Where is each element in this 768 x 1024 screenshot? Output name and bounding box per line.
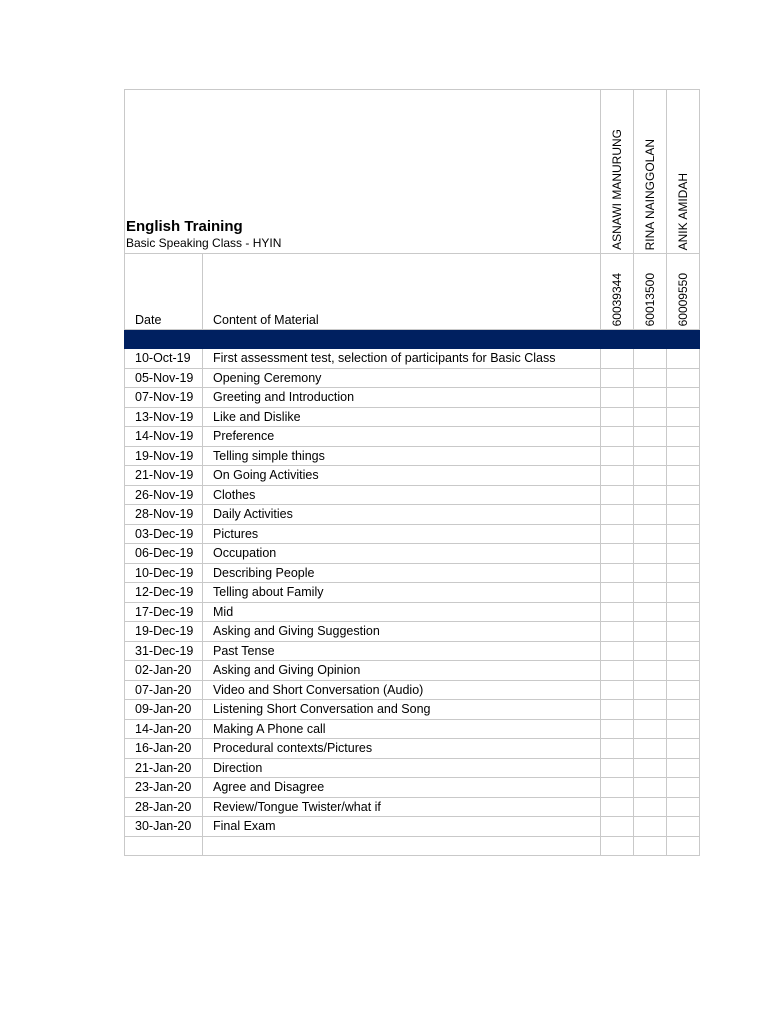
session-row — [125, 563, 700, 583]
session-content: Telling about Family — [203, 583, 601, 603]
blank-row — [125, 836, 700, 855]
attendance-cell[interactable] — [601, 700, 634, 720]
participant-name-cell — [601, 90, 634, 254]
title-row — [125, 90, 700, 254]
title-cell — [125, 90, 601, 254]
session-date: 14-Nov-19 — [125, 427, 203, 447]
session-row — [125, 797, 700, 817]
participant-name-cell — [634, 90, 667, 254]
session-content: Making A Phone call — [203, 719, 601, 739]
session-date: 03-Dec-19 — [125, 524, 203, 544]
attendance-cell[interactable] — [634, 661, 667, 681]
participant-name: ASNAWI MANURUNG — [610, 129, 624, 250]
session-date: 19-Dec-19 — [125, 622, 203, 642]
participant-name: ANIK AMIDAH — [676, 172, 690, 250]
attendance-cell[interactable] — [667, 505, 700, 525]
session-date: 05-Nov-19 — [125, 368, 203, 388]
attendance-cell[interactable] — [667, 524, 700, 544]
attendance-cell[interactable] — [667, 817, 700, 837]
date-header: Date — [125, 254, 203, 330]
attendance-sheet — [124, 89, 700, 856]
participant-id: 60013500 — [643, 272, 657, 326]
session-date: 26-Nov-19 — [125, 485, 203, 505]
attendance-cell[interactable] — [634, 427, 667, 447]
header-row — [125, 254, 700, 330]
attendance-cell[interactable] — [601, 505, 634, 525]
attendance-cell[interactable] — [667, 661, 700, 681]
attendance-cell[interactable] — [667, 563, 700, 583]
session-row — [125, 505, 700, 525]
session-content: Occupation — [203, 544, 601, 564]
session-row — [125, 700, 700, 720]
session-date: 16-Jan-20 — [125, 739, 203, 759]
session-row — [125, 583, 700, 603]
session-date: 14-Jan-20 — [125, 719, 203, 739]
attendance-cell[interactable] — [601, 661, 634, 681]
session-row — [125, 368, 700, 388]
session-date: 02-Jan-20 — [125, 661, 203, 681]
attendance-cell[interactable] — [667, 602, 700, 622]
content-header: Content of Material — [203, 254, 601, 330]
attendance-cell[interactable] — [601, 407, 634, 427]
session-row — [125, 349, 700, 369]
attendance-cell[interactable] — [634, 563, 667, 583]
session-date: 31-Dec-19 — [125, 641, 203, 661]
attendance-cell[interactable] — [601, 778, 634, 798]
session-row — [125, 446, 700, 466]
sheet-title: English Training — [126, 218, 243, 235]
session-content: Pictures — [203, 524, 601, 544]
attendance-cell[interactable] — [634, 368, 667, 388]
attendance-cell[interactable] — [634, 505, 667, 525]
session-content: Describing People — [203, 563, 601, 583]
attendance-cell[interactable] — [601, 680, 634, 700]
session-row — [125, 466, 700, 486]
attendance-cell[interactable] — [601, 544, 634, 564]
participant-id-cell — [634, 254, 667, 330]
attendance-cell[interactable] — [667, 778, 700, 798]
attendance-cell[interactable] — [634, 700, 667, 720]
attendance-cell[interactable] — [634, 446, 667, 466]
attendance-cell[interactable] — [601, 797, 634, 817]
session-row — [125, 485, 700, 505]
attendance-cell[interactable] — [601, 719, 634, 739]
session-date: 09-Jan-20 — [125, 700, 203, 720]
session-content: Procedural contexts/Pictures — [203, 739, 601, 759]
attendance-cell[interactable] — [667, 622, 700, 642]
participant-id-cell — [601, 254, 634, 330]
sheet-subtitle: Basic Speaking Class - HYIN — [126, 236, 282, 250]
session-date: 19-Nov-19 — [125, 446, 203, 466]
session-date: 23-Jan-20 — [125, 778, 203, 798]
session-content: Review/Tongue Twister/what if — [203, 797, 601, 817]
attendance-cell[interactable] — [601, 427, 634, 447]
session-content: Direction — [203, 758, 601, 778]
session-row — [125, 739, 700, 759]
attendance-cell[interactable] — [634, 680, 667, 700]
session-content: On Going Activities — [203, 466, 601, 486]
attendance-cell[interactable] — [601, 446, 634, 466]
attendance-cell[interactable] — [667, 583, 700, 603]
participant-name: RINA NAINGGOLAN — [643, 138, 657, 250]
session-date: 07-Jan-20 — [125, 680, 203, 700]
attendance-cell[interactable] — [667, 388, 700, 408]
attendance-cell[interactable] — [601, 583, 634, 603]
attendance-cell[interactable] — [601, 739, 634, 759]
attendance-cell[interactable] — [634, 466, 667, 486]
attendance-cell[interactable] — [601, 641, 634, 661]
attendance-cell[interactable] — [634, 641, 667, 661]
attendance-cell[interactable] — [667, 446, 700, 466]
session-row — [125, 427, 700, 447]
session-date: 21-Nov-19 — [125, 466, 203, 486]
session-row — [125, 817, 700, 837]
session-row — [125, 388, 700, 408]
attendance-cell[interactable] — [634, 739, 667, 759]
session-row — [125, 778, 700, 798]
attendance-cell[interactable] — [634, 797, 667, 817]
attendance-cell[interactable] — [601, 368, 634, 388]
attendance-cell[interactable] — [667, 544, 700, 564]
session-content: Agree and Disagree — [203, 778, 601, 798]
session-content: Final Exam — [203, 817, 601, 837]
session-date: 10-Dec-19 — [125, 563, 203, 583]
attendance-cell[interactable] — [667, 427, 700, 447]
session-content: Preference — [203, 427, 601, 447]
attendance-cell[interactable] — [634, 524, 667, 544]
session-row — [125, 661, 700, 681]
attendance-cell[interactable] — [634, 602, 667, 622]
attendance-cell[interactable] — [601, 388, 634, 408]
session-content: Asking and Giving Suggestion — [203, 622, 601, 642]
session-content: Video and Short Conversation (Audio) — [203, 680, 601, 700]
attendance-cell[interactable] — [634, 485, 667, 505]
session-content: Greeting and Introduction — [203, 388, 601, 408]
header-band — [125, 330, 700, 349]
session-date: 06-Dec-19 — [125, 544, 203, 564]
session-date: 30-Jan-20 — [125, 817, 203, 837]
attendance-cell[interactable] — [667, 739, 700, 759]
attendance-cell[interactable] — [601, 524, 634, 544]
attendance-cell[interactable] — [601, 466, 634, 486]
attendance-cell[interactable] — [634, 407, 667, 427]
session-row — [125, 602, 700, 622]
session-row — [125, 524, 700, 544]
session-content: Opening Ceremony — [203, 368, 601, 388]
session-row — [125, 680, 700, 700]
session-content: Asking and Giving Opinion — [203, 661, 601, 681]
session-date: 13-Nov-19 — [125, 407, 203, 427]
attendance-cell[interactable] — [634, 583, 667, 603]
session-row — [125, 641, 700, 661]
attendance-cell[interactable] — [667, 758, 700, 778]
session-content: Clothes — [203, 485, 601, 505]
attendance-cell[interactable] — [601, 349, 634, 369]
attendance-cell[interactable] — [667, 485, 700, 505]
attendance-cell[interactable] — [634, 388, 667, 408]
participant-name-cell — [667, 90, 700, 254]
attendance-cell[interactable] — [601, 563, 634, 583]
session-content: Daily Activities — [203, 505, 601, 525]
attendance-cell[interactable] — [667, 466, 700, 486]
attendance-cell[interactable] — [667, 797, 700, 817]
session-row — [125, 758, 700, 778]
session-row — [125, 544, 700, 564]
attendance-cell[interactable] — [634, 817, 667, 837]
session-row — [125, 407, 700, 427]
attendance-cell[interactable] — [634, 544, 667, 564]
attendance-cell[interactable] — [601, 758, 634, 778]
attendance-cell[interactable] — [634, 622, 667, 642]
session-content: Listening Short Conversation and Song — [203, 700, 601, 720]
participant-id: 60039344 — [610, 272, 624, 326]
attendance-cell[interactable] — [667, 407, 700, 427]
attendance-cell[interactable] — [667, 719, 700, 739]
attendance-cell[interactable] — [601, 817, 634, 837]
session-content: Telling simple things — [203, 446, 601, 466]
session-date: 17-Dec-19 — [125, 602, 203, 622]
session-date: 28-Nov-19 — [125, 505, 203, 525]
session-date: 28-Jan-20 — [125, 797, 203, 817]
attendance-cell[interactable] — [667, 700, 700, 720]
attendance-cell[interactable] — [601, 622, 634, 642]
session-content: First assessment test, selection of participants for Basic Class — [203, 349, 601, 369]
attendance-cell[interactable] — [667, 349, 700, 369]
attendance-cell[interactable] — [601, 602, 634, 622]
session-date: 07-Nov-19 — [125, 388, 203, 408]
attendance-cell[interactable] — [667, 641, 700, 661]
participant-id: 60009550 — [676, 272, 690, 326]
attendance-cell[interactable] — [667, 680, 700, 700]
attendance-cell[interactable] — [634, 719, 667, 739]
attendance-cell[interactable] — [634, 778, 667, 798]
session-date: 12-Dec-19 — [125, 583, 203, 603]
session-content: Mid — [203, 602, 601, 622]
attendance-cell[interactable] — [667, 368, 700, 388]
participant-id-cell — [667, 254, 700, 330]
session-row — [125, 622, 700, 642]
session-content: Past Tense — [203, 641, 601, 661]
attendance-cell[interactable] — [601, 485, 634, 505]
session-content: Like and Dislike — [203, 407, 601, 427]
session-date: 21-Jan-20 — [125, 758, 203, 778]
session-row — [125, 719, 700, 739]
attendance-cell[interactable] — [634, 349, 667, 369]
attendance-cell[interactable] — [634, 758, 667, 778]
session-date: 10-Oct-19 — [125, 349, 203, 369]
